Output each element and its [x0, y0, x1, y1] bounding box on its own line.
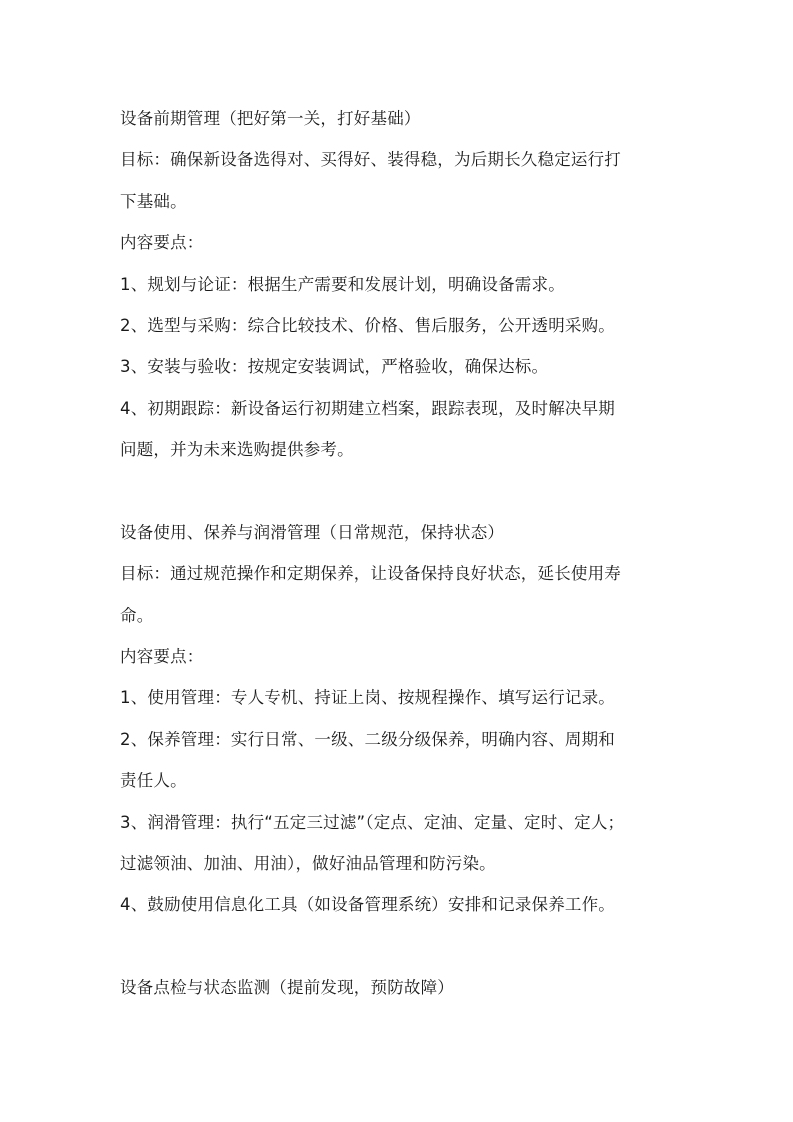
list-item: 4、鼓励使用信息化工具（如设备管理系统）安排和记录保养工作。 [120, 895, 615, 915]
list-item: 2、选型与采购：综合比较技术、价格、售后服务，公开透明采购。 [120, 315, 615, 335]
section-spacer [120, 471, 680, 512]
list-item: 2、保养管理：实行日常、一级、二级分级保养，明确内容、周期和 [120, 729, 615, 749]
section-spacer [120, 926, 680, 967]
section-heading: 设备点检与状态监测（提前发现，预防故障） [120, 978, 454, 998]
list-item: 3、安装与验收：按规定安装调试，严格验收，确保达标。 [120, 357, 549, 377]
list-item-continuation: 过滤领油、加油、用油），做好油品管理和防污染。 [120, 854, 496, 874]
list-item: 1、规划与论证：根据生产需要和发展计划，明确设备需求。 [120, 274, 565, 294]
goal-text-line: 目标：通过规范操作和定期保养，让设备保持良好状态，延长使用寿 [120, 564, 621, 584]
goal-text-line: 目标：确保新设备选得对、买得好、装得稳，为后期长久稳定运行打 [120, 150, 621, 170]
list-item: 3、润滑管理：执行“五定三过滤”（定点、定油、定量、定时、定人； [120, 812, 625, 832]
section-heading: 设备使用、保养与润滑管理（日常规范，保持状态） [120, 522, 505, 542]
section-heading: 设备前期管理（把好第一关，打好基础） [120, 109, 421, 128]
goal-text-line: 命。 [120, 605, 154, 625]
goal-text-line: 下基础。 [120, 191, 187, 211]
points-label: 内容要点： [120, 233, 204, 253]
points-label: 内容要点： [120, 647, 204, 667]
list-item-continuation: 责任人。 [120, 771, 187, 791]
list-item: 4、初期跟踪：新设备运行初期建立档案，跟踪表现，及时解决早期 [120, 398, 615, 418]
document-body [120, 98, 680, 1009]
list-item-continuation: 问题，并为未来选购提供参考。 [120, 440, 354, 460]
list-item: 1、使用管理：专人专机、持证上岗、按规程操作、填写运行记录。 [120, 688, 615, 708]
